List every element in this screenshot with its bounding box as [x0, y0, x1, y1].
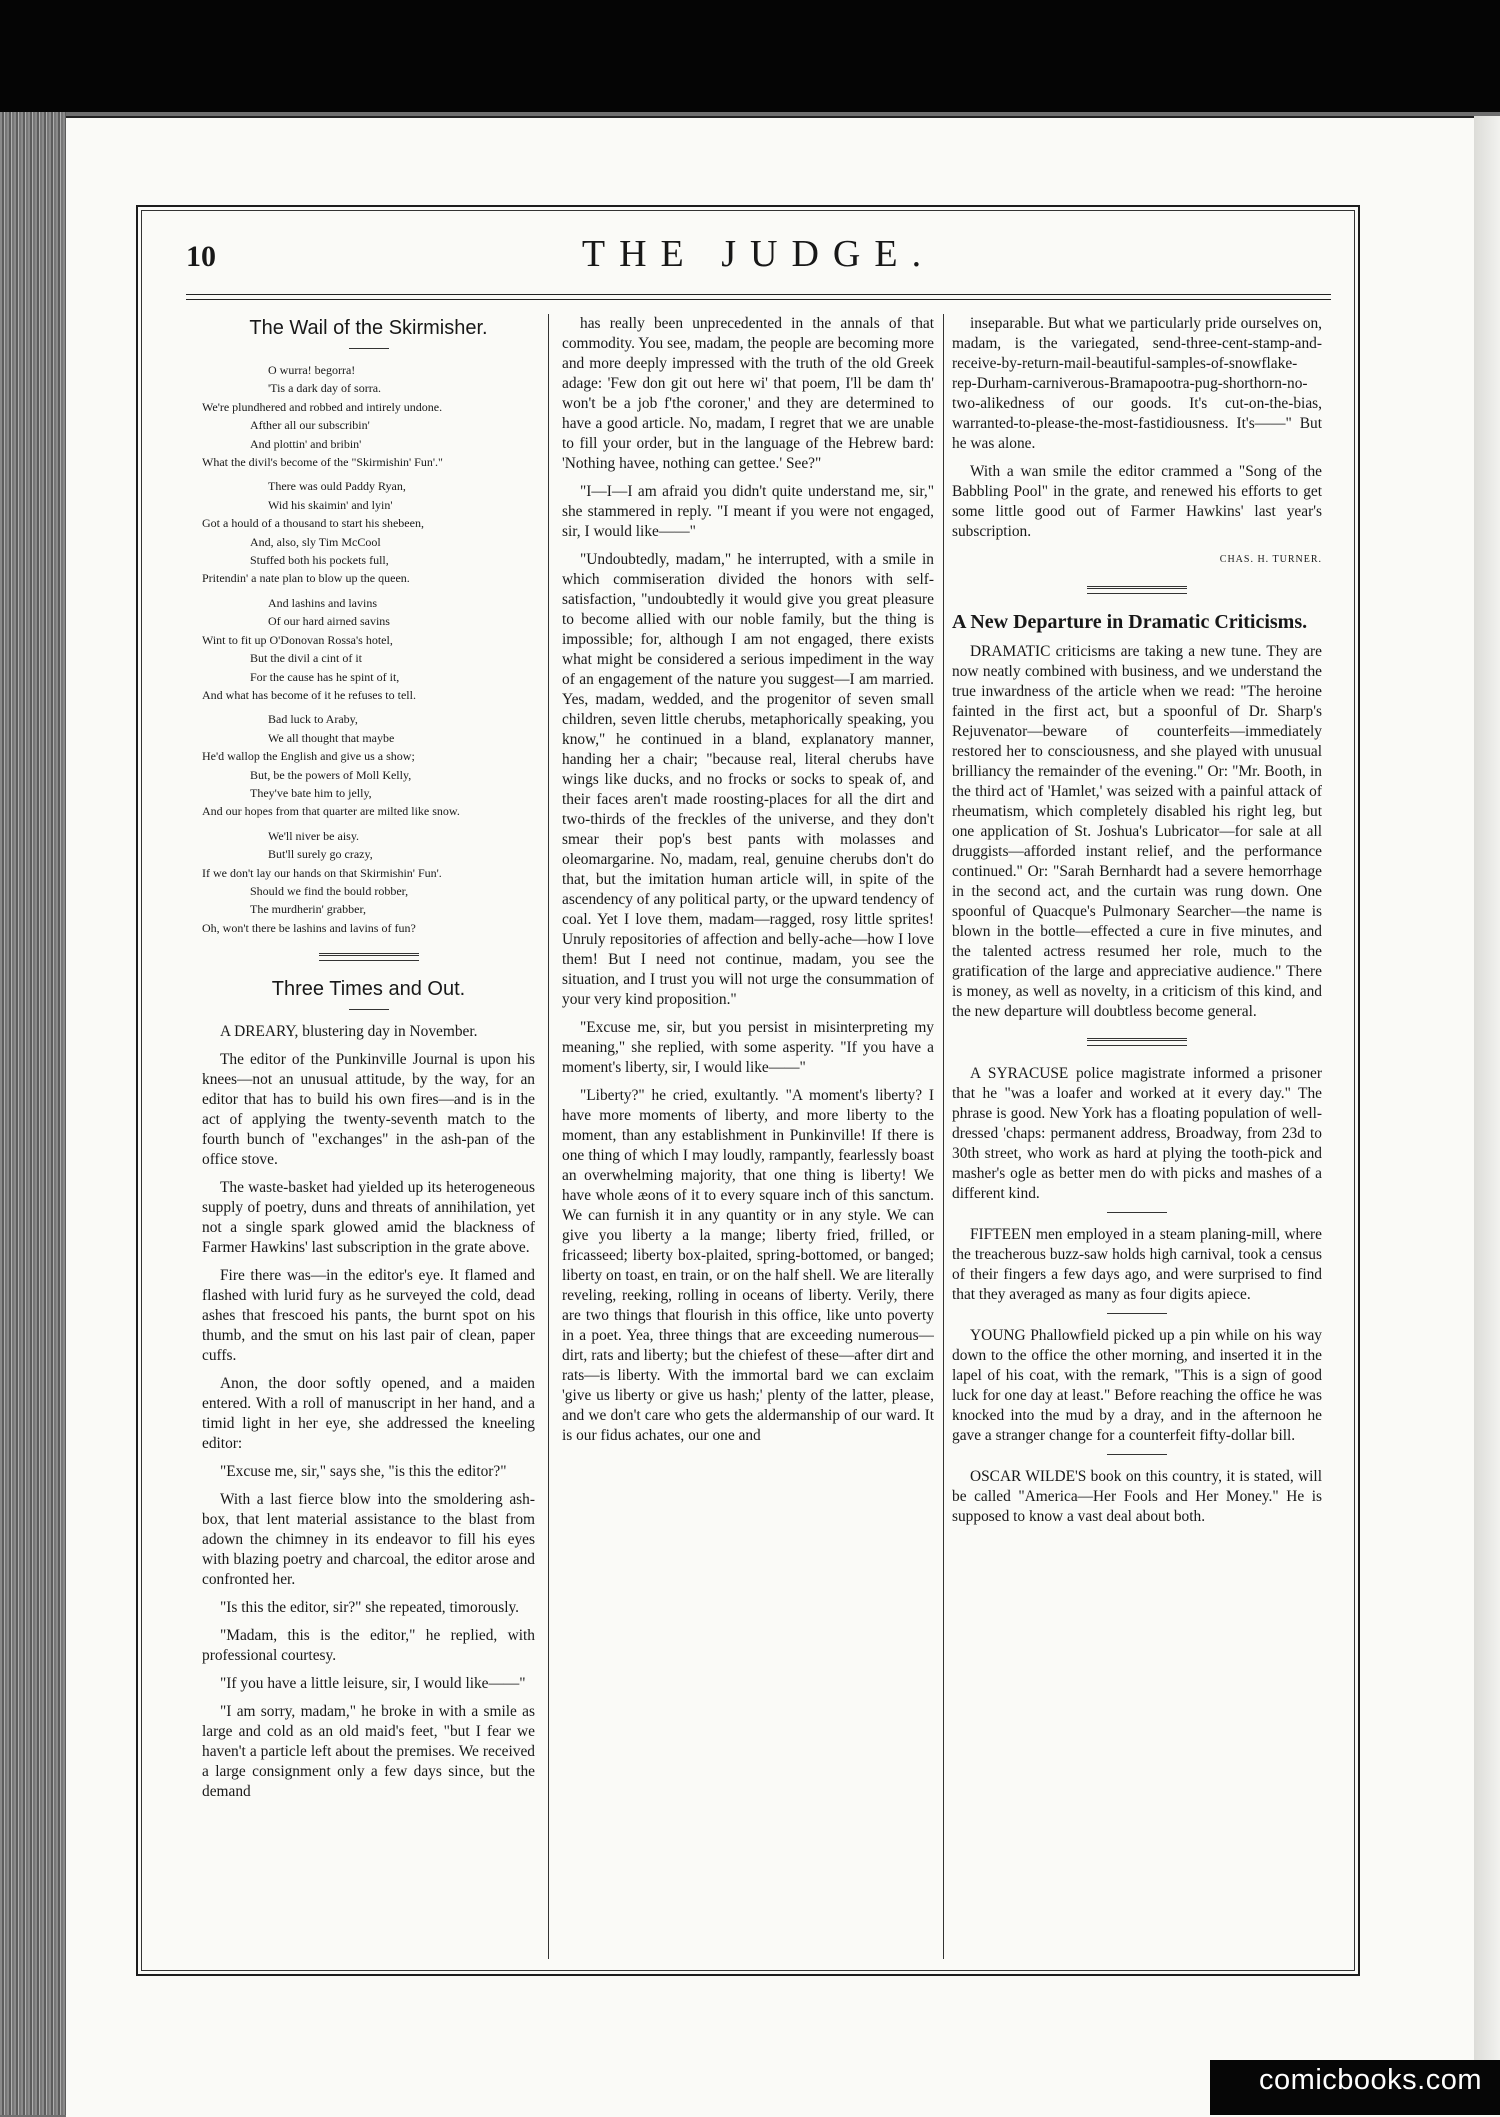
paragraph: "Liberty?" he cried, exultantly. "A moment's liberty? I have more moments of liberty, and more liberty to the moment, than any establishment in Punkinville! If there is one thing of which I may loudly, rampantly, fearlessly boast an overwhelming majority, that one thing is liberty! We have whole æons of it to every square inch of this sanctum. We can furnish it in any quantity or in any style. We can give you liberty a la mange; liberty fried, frilled, or fricasseed; liberty box-plaited, spring-bottomed, or banged; liberty on toast, en train, or on the half shell. We are literally reveling, reeking, rolling in oceans of liberty. Verily, there are two things that flourish in this office, like unto poverty in a poet. Yea, three things that are exceeding numerous—dirt, rats and liberty; but the chiefest of these—after dirt and rats—is liberty. With the immortal bard we can exclaim 'give us liberty or give us hash;' plenty of the latter, please, and we don't care who gets the aldermanship of our ward. It is our fidus achates, our one and — [562, 1087, 934, 1444]
page-number: 10 — [186, 240, 216, 273]
story-conclusion — [952, 314, 1322, 542]
masthead — [186, 232, 1331, 288]
publication-title: THE JUDGE. — [581, 233, 936, 275]
poem-line: We'll niver be aisy. — [268, 828, 360, 843]
paragraph: "Excuse me, sir," says she, "is this the editor?" — [220, 1463, 507, 1481]
poem-line: For the cause has he spint of it, — [250, 669, 400, 684]
paragraph: "Is this the editor, sir?" she repeated, timorously. — [220, 1599, 520, 1617]
section-separator — [319, 953, 419, 961]
book-spine-edge — [0, 112, 66, 2115]
poem-line: Got a hould of a thousand to start his shebeen, — [202, 516, 424, 531]
scan-top-border — [0, 0, 1500, 112]
poem-line: And, also, sly Tim McCool — [250, 534, 381, 549]
poem-line: Pritendin' a nate plan to blow up the queen. — [202, 571, 410, 586]
poem-stanza — [202, 477, 535, 587]
news-item: FIFTEEN men employed in a steam planing-mill, where the treacherous buzz-saw holds high carnival, took a census of their fingers a few days ago, and were surprised to find that they averaged as many as four digits apiece. — [952, 1226, 1322, 1303]
poem-line: Of our hard airned savins — [268, 614, 390, 629]
paragraph: Fire there was—in the editor's eye. It flamed and flashed with lurid fury as he surveyed the cold, dead ashes that frescoed his pants, the burnt spot on his thumb, and the smut on his last pair of clean, paper cuffs. — [202, 1267, 535, 1365]
poem-line: And what has become of it he refuses to tell. — [202, 687, 416, 702]
poem — [202, 361, 535, 937]
column-divider-2 — [943, 314, 944, 1959]
story-title: Three Times and Out. — [271, 978, 466, 1001]
poem-line: Stuffed both his pockets full, — [250, 553, 389, 568]
title-rule — [349, 1009, 389, 1010]
poem-line: O wurra! begorra! — [268, 363, 356, 377]
poem-line: But'll surely go crazy, — [268, 847, 373, 862]
column-divider-1 — [548, 314, 549, 1959]
paragraph: "I—I—I am afraid you didn't quite understand me, sir," she stammered in reply. "I meant if you were not engaged, sir, I would like——" — [562, 483, 934, 540]
paragraph: inseparable. But what we particularly pride ourselves on, madam, is the variegated, send-three-cent-stamp-and-receive-by-return-mail-beautiful-samples-of-snowflake-rep-Durham-carniverous-Bramapootra-pug-shorthorn-no-two-alikedness of our goods. It's cut-on-the-bias, warranted-to-please-the-most-fastidiousness. It's——" But he was alone. — [952, 315, 1322, 452]
paragraph: The waste-basket had yielded up its heterogeneous supply of poetry, duns and threats of annihilation, yet not a single spark glowed amid the blackness of Farmer Hawkins' last subscription in the grate above. — [202, 1179, 535, 1257]
poem-line: The murdherin' grabber, — [250, 902, 366, 917]
column-3 — [952, 314, 1322, 1959]
item-separator — [1107, 1313, 1167, 1314]
poem-line: What the divil's become of the "Skirmishin' Fun'." — [202, 455, 443, 470]
poem-line: Afther all our subscribin' — [250, 418, 370, 433]
paragraph: "Excuse me, sir, but you persist in misinterpreting my meaning," she replied, with some asperity. "If you have a moment's liberty, sir, I would like——" — [562, 1019, 934, 1076]
paragraph: "I am sorry, madam," he broke in with a smile as large and cold as an old maid's feet, "but I fear we haven't a particle left about the premises. We received a large consignment only a few days since, but the demand — [202, 1703, 535, 1801]
poem-line: Should we find the bould robber, — [250, 883, 409, 898]
section-separator — [1087, 1038, 1187, 1046]
poem-line: And plottin' and bribin' — [250, 436, 362, 451]
poem-line: And our hopes from that quarter are milted like snow. — [202, 804, 460, 819]
poem-line: But the divil a cint of it — [250, 651, 362, 666]
paragraph: A DREARY, blustering day in November. — [220, 1023, 478, 1041]
masthead-rule-top — [186, 294, 1331, 295]
poem-line: Oh, won't there be lashins and lavins of fun? — [202, 920, 416, 935]
paragraph: The editor of the Punkinville Journal is upon his knees—not an unusual attitude, by the way, for an editor that has to build his own fires—and is in the act of applying the twenty-seventh match to the fourth bunch of "exchanges" in the ash-pan of the office stove. — [202, 1051, 535, 1169]
story-body — [202, 1022, 535, 1802]
paragraph: "If you have a little leisure, sir, I would like——" — [220, 1675, 526, 1693]
poem-line: But, be the powers of Moll Kelly, — [250, 767, 412, 782]
author-signature: CHAS. H. TURNER. — [1219, 554, 1322, 565]
item-separator — [1107, 1212, 1167, 1213]
poem-line: And lashins and lavins — [268, 595, 377, 610]
paragraph: Anon, the door softly opened, and a maiden entered. With a roll of manuscript in her hand, and a timid light in her eye, she addressed the kneeling editor: — [202, 1375, 535, 1453]
poem-line: Wid his skaimin' and lyin' — [268, 497, 393, 512]
paragraph: With a last fierce blow into the smoldering ash-box, that lent material assistance to the blast from adown the chimney in its endeavor to fill his eyes with blazing poetry and charcoal, the editor arose and confronted her. — [202, 1491, 535, 1589]
page-right-edge — [1474, 116, 1500, 2115]
article-body — [952, 642, 1322, 1022]
poem-stanza — [202, 594, 535, 704]
paragraph: "Undoubtedly, madam," he interrupted, with a smile in which commiseration divided the honors with self-satisfaction, "undoubtedly it would give you great pleasure to become allied with our noble family, but the thing is impossible; for, although I am not engaged, there exists what might be considered a serious impediment in the way of an engagement of the nature you suggest—I am married. Yes, madam, wedded, and the progenitor of seven small children, seven little cherubs, metaphorically speaking, you know," he continued in a bland, explanatory manner, handing her a chair; "because real, literal cherubs have wings like ducks, and no frocks or socks to speak of, and their faces aren't made roosting-places for all the dirt and two-thirds of the freckles of the universe, and they don't smear their pop's best pants with molasses and oleomargarine. No, madam, real, genuine cherubs don't do that, but the imitation human article will, in spite of the ascendency of any political party, or the upward tendency of coal. Yet I love them, madam—ragged, rosy little sprites! Unruly repositories of affection and belly-ache—how I love them! But I need not continue, madam, you see the situation, and I trust you will not urge the consummation of your very kind proposition." — [562, 551, 934, 1008]
poem-line: Wint to fit up O'Donovan Rossa's hotel, — [202, 632, 393, 647]
poem-line: We all thought that maybe — [268, 730, 395, 745]
poem-line: He'd wallop the English and give us a show; — [202, 749, 415, 764]
section-separator — [1087, 586, 1187, 594]
news-item: OSCAR WILDE'S book on this country, it is stated, will be called "America—Her Fools and Her Money." He is supposed to know a vast deal about both. — [952, 1468, 1322, 1525]
column-1 — [202, 314, 535, 1959]
masthead-rule-bottom — [186, 299, 1331, 300]
poem-stanza — [202, 710, 535, 820]
poem-line: There was ould Paddy Ryan, — [268, 479, 406, 494]
paragraph: DRAMATIC criticisms are taking a new tune. They are now neatly combined with business, and we understand the true inwardness of the article when we read: "The heroine fainted in the first act, but a spoonful of Dr. Sharp's Rejuvenator—beware of counterfeits—immediately restored her to consciousness, and she played with unusual brilliancy the remainder of the evening." Or: "Mr. Booth, in the third act of 'Hamlet,' was seized with a painful attack of rheumatism, which completely disabled his right leg, but one application of St. Joshua's Lubricator—for sale at all druggists—afforded instant relief, and the performance continued." Or: "Sarah Bernhardt had a severe hemorrhage in the second act, and the curtain was rung down. One spoonful of Quacque's Pulmonary Searcher—the name is blown in the bottle—effected a cure in five minutes, and the talented actress resumed her role, much to the gratification of the large and appreciative audience." There is money, as well as novelty, in a criticism of this kind, and the new departure will doubtless become general. — [952, 643, 1322, 1020]
article-title: A New Departure in Dramatic Criticisms. — [952, 611, 1308, 633]
watermark-text: comicbooks.com — [1259, 2064, 1482, 2096]
poem-line: They've bate him to jelly, — [250, 785, 372, 800]
poem-line: We're plundhered and robbed and intirely undone. — [202, 399, 443, 414]
paragraph: With a wan smile the editor crammed a "Song of the Babbling Pool" in the grate, and renewed his efforts to get some little good out of Farmer Hawkins' last year's subscription. — [952, 463, 1322, 540]
poem-title: The Wail of the Skirmisher. — [249, 317, 488, 339]
column-2 — [562, 314, 934, 1959]
poem-line: 'Tis a dark day of sorra. — [268, 381, 382, 396]
story-continuation — [562, 314, 934, 1446]
item-separator — [1107, 1454, 1167, 1455]
news-items — [952, 1064, 1322, 1527]
poem-line: Bad luck to Araby, — [268, 712, 358, 727]
poem-line: If we don't lay our hands on that Skirmishin' Fun'. — [202, 865, 442, 880]
poem-stanza — [202, 361, 535, 471]
news-item: YOUNG Phallowfield picked up a pin while on his way down to the office the other morning, and inserted it in the lapel of his coat, with the remark, "This is a sign of good luck for one day at least." Before reaching the office he was knocked into the mud by a dray, and in the afternoon he gave a stranger change for a counterfeit fifty-dollar bill. — [952, 1327, 1322, 1444]
title-rule — [349, 348, 389, 349]
poem-stanza — [202, 827, 535, 937]
paragraph: has really been unprecedented in the annals of that commodity. You see, madam, the people are becoming more and more deeply impressed with the truth of the old Greek adage: 'Few don git out here wi' that poem, I'll be dam th' won't be a job f'the coroner,' and they are determined to have a good article. No, madam, I regret that we are unable to fill your order, but in the language of the Hebrew bard: 'Nothing havee, nothing can gettee.' See?" — [562, 315, 934, 472]
paragraph: "Madam, this is the editor," he replied, with professional courtesy. — [202, 1627, 535, 1665]
news-item: A SYRACUSE police magistrate informed a prisoner that he "was a loafer and worked at it every day." The phrase is good. New York has a floating population of well-dressed 'chaps: permanent address, Broadway, from 23d to 30th street, who work as hard at plying the tooth-pick and masher's ogle as better men do with picks and mashes of a different kind. — [952, 1065, 1322, 1202]
